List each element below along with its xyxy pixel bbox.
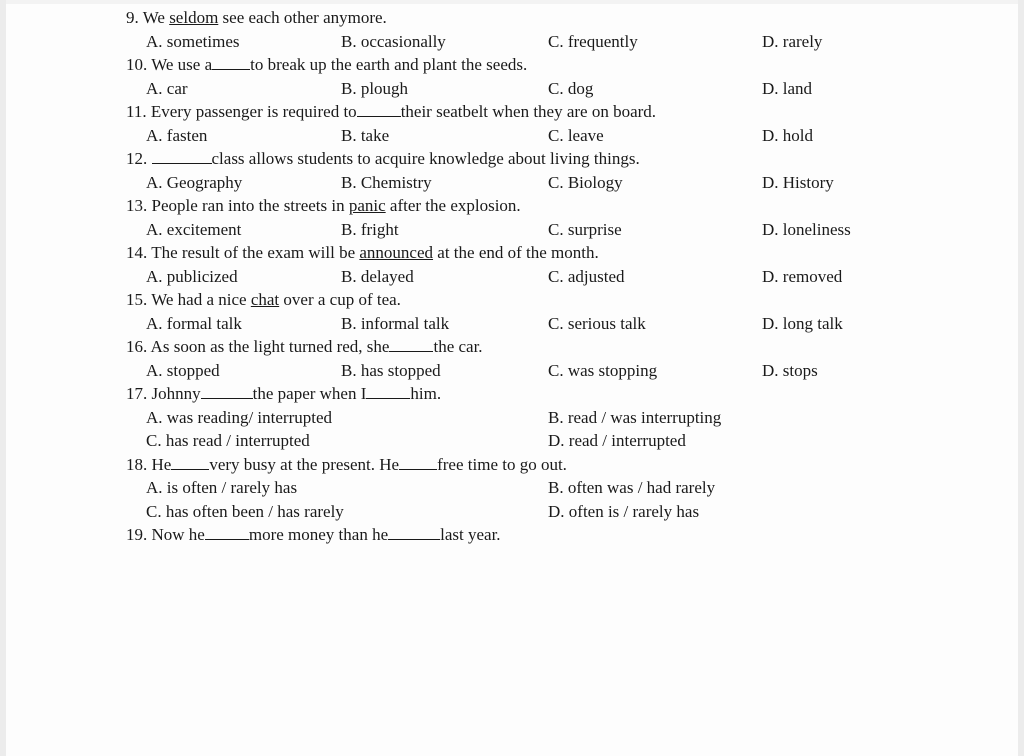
options-13 (126, 218, 1006, 242)
option-c: C. leave (548, 125, 604, 145)
question-text: at the end of the month. (433, 243, 599, 262)
option-a: A. car (146, 78, 188, 98)
question-text: 15. We had a nice (126, 290, 251, 309)
question-text: to break up the earth and plant the seeds. (250, 55, 528, 74)
options-17-row-1 (126, 406, 1006, 430)
options-18-row-1 (126, 476, 1006, 500)
option-b: B. Chemistry (341, 172, 432, 192)
question-text: after the explosion. (385, 196, 521, 215)
underlined-word: announced (359, 243, 434, 262)
option-d: D. stops (762, 360, 818, 380)
option-a: A. fasten (146, 125, 208, 145)
option-d: D. History (762, 172, 834, 192)
question-text: last year. (440, 525, 501, 544)
option-b: B. informal talk (341, 313, 450, 333)
option-c: C. adjusted (548, 266, 625, 286)
options-16 (126, 359, 1006, 383)
option-b: B. often was / had rarely (548, 478, 716, 497)
answer-blank (212, 55, 250, 70)
option-d: D. often is / rarely has (548, 501, 700, 521)
option-b: B. take (341, 125, 390, 145)
question-11 (126, 100, 1006, 124)
option-b: B. delayed (341, 266, 414, 286)
option-a: A. sometimes (146, 31, 240, 51)
options-10 (126, 77, 1006, 101)
options-14 (126, 265, 1006, 289)
question-text: over a cup of tea. (279, 290, 401, 309)
question-text: class allows students to acquire knowledge about living things. (211, 149, 640, 168)
options-9 (126, 30, 1006, 54)
option-c: C. has read / interrupted (146, 431, 310, 450)
answer-blank (366, 384, 410, 399)
answer-blank (205, 525, 249, 540)
question-text: 13. People ran into the streets in (126, 196, 349, 215)
option-a: A. formal talk (146, 313, 242, 333)
option-d: D. removed (762, 266, 843, 286)
options-12 (126, 171, 1006, 195)
underlined-word: seldom (169, 8, 219, 27)
option-b: B. plough (341, 78, 409, 98)
question-text: 17. Johnny (126, 384, 201, 403)
answer-blank (389, 337, 433, 352)
option-b: B. fright (341, 219, 399, 239)
question-text: 19. Now he (126, 525, 205, 544)
options-15 (126, 312, 1006, 336)
question-text: 12. (126, 149, 152, 168)
question-text: 10. We use a (126, 55, 213, 74)
question-19 (126, 523, 1006, 547)
option-c: C. dog (548, 78, 594, 98)
question-text: the car. (433, 337, 483, 356)
option-b: B. occasionally (341, 31, 446, 51)
option-c: C. Biology (548, 172, 623, 192)
question-text: 14. The result of the exam will be (126, 243, 360, 262)
question-10 (126, 53, 1006, 77)
question-16 (126, 335, 1006, 359)
question-text: 18. He (126, 454, 172, 474)
option-a: A. is often / rarely has (146, 478, 298, 497)
answer-blank (388, 525, 440, 540)
options-18-row-2 (126, 500, 1006, 524)
question-text: see each other anymore. (218, 8, 387, 27)
question-text: more money than he (248, 525, 389, 544)
option-c: C. was stopping (548, 360, 658, 380)
answer-blank (399, 455, 437, 470)
answer-blank (152, 149, 212, 164)
option-c: C. serious talk (548, 313, 646, 333)
page-left-margin (0, 0, 6, 756)
answer-blank (171, 455, 209, 470)
question-15 (126, 288, 1006, 312)
question-13 (126, 194, 1006, 218)
question-9 (126, 6, 1006, 30)
question-list (126, 6, 1006, 547)
option-a: A. Geography (146, 172, 243, 192)
option-c: C. has often been / has rarely (146, 501, 344, 521)
options-17-row-2 (126, 429, 1006, 453)
option-c: C. frequently (548, 31, 638, 51)
question-text: him. (410, 384, 442, 403)
option-d: D. long talk (762, 313, 843, 333)
option-d: D. loneliness (762, 219, 851, 239)
option-d: D. rarely (762, 31, 823, 51)
underlined-word: panic (348, 196, 386, 215)
underlined-word: chat (250, 290, 280, 309)
option-d: D. hold (762, 125, 813, 145)
answer-blank (357, 102, 401, 117)
option-d: D. read / interrupted (548, 431, 686, 450)
option-c: C. surprise (548, 219, 622, 239)
option-b: B. has stopped (341, 360, 441, 380)
option-b: B. read / was interrupting (548, 407, 722, 427)
option-a: A. stopped (146, 360, 220, 380)
page-right-margin (1018, 0, 1024, 756)
question-14 (126, 241, 1006, 265)
question-text: 16. As soon as the light turned red, she (126, 337, 390, 356)
question-text: 9. We (126, 8, 170, 27)
question-text: very busy at the present. He (209, 454, 400, 474)
option-a: A. excitement (146, 219, 242, 239)
question-17 (126, 382, 1006, 406)
option-d: D. land (762, 78, 813, 98)
option-a: A. was reading/ interrupted (146, 407, 332, 427)
option-a: A. publicized (146, 266, 238, 286)
question-text: the paper when I (252, 384, 367, 403)
question-text: free time to go out. (437, 454, 567, 474)
question-18 (126, 453, 1006, 477)
options-11 (126, 124, 1006, 148)
question-text: 11. Every passenger is required to (126, 102, 357, 121)
answer-blank (201, 384, 253, 399)
page-top-edge (0, 0, 1024, 4)
question-12 (126, 147, 1006, 171)
question-text: their seatbelt when they are on board. (400, 102, 657, 121)
